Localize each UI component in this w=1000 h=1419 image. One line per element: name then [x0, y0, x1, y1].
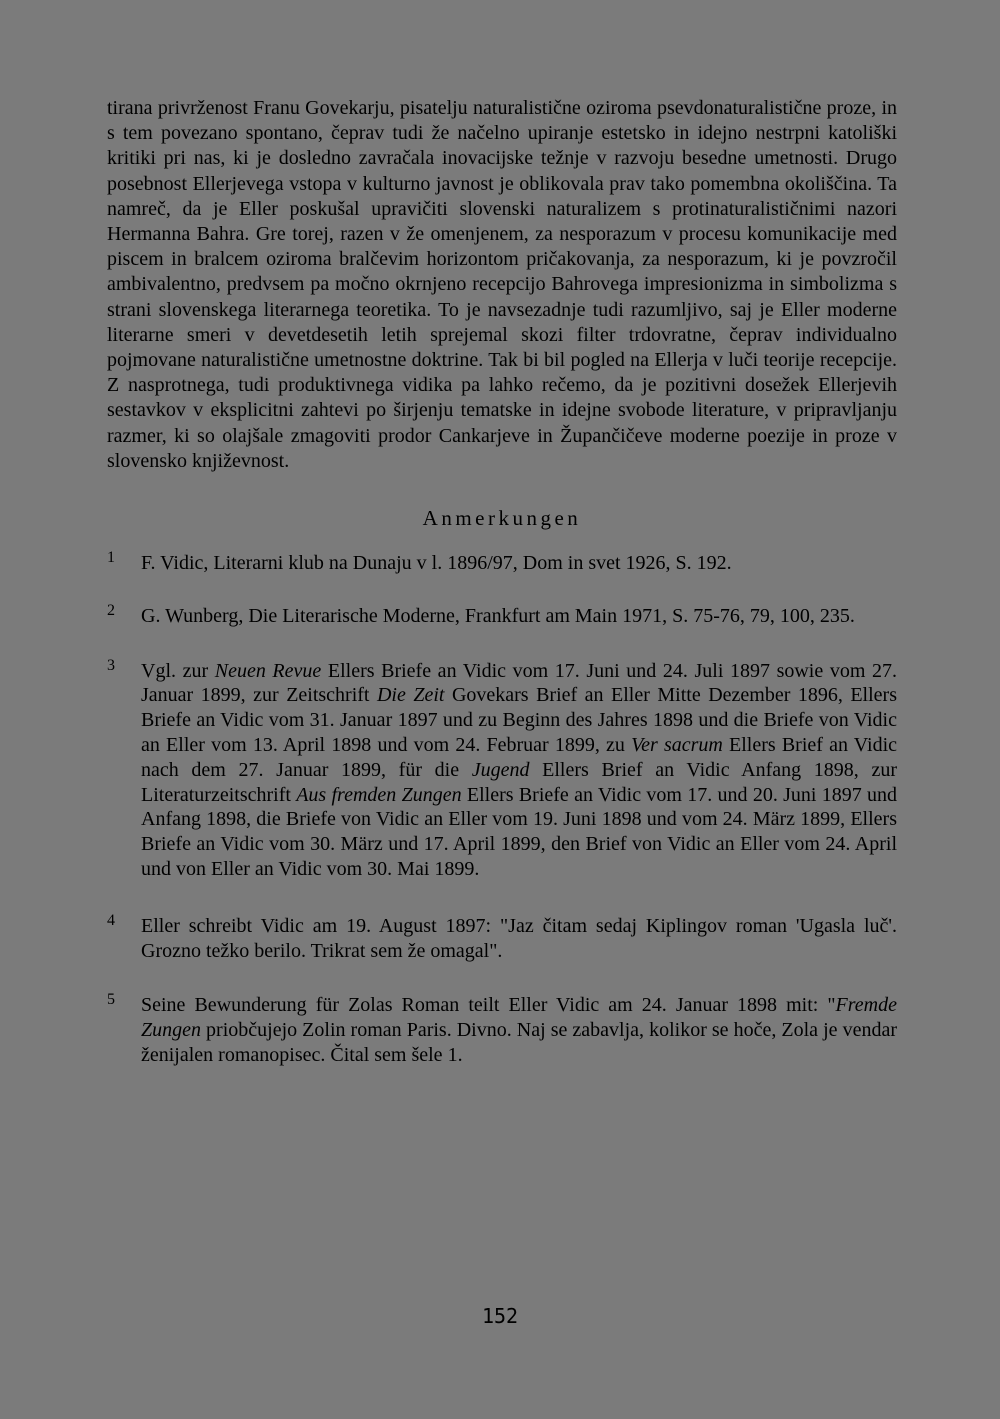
journal-title-aus-fremden-zungen: Aus fremden Zungen: [296, 783, 462, 806]
footnote-number: 1: [107, 549, 115, 567]
footnote-1: [107, 551, 897, 576]
footnote-text-segment: Ellers Brief an Vidic nach dem 27. Januar 1899, für die: [141, 734, 898, 781]
journal-title-neue-revue: Neuen Revue: [214, 659, 322, 682]
page-content: [107, 96, 897, 1068]
journal-title-jugend: Jugend: [471, 758, 530, 781]
journal-title-die-zeit: Die Zeit: [376, 684, 445, 707]
footnote-text: [141, 659, 897, 882]
footnote-number: 3: [107, 656, 115, 674]
footnote-text-segment: priobčujejo Zolin roman Paris. Divno. Naj se zabavlja, kolikor se hoče, Zola je vendar ženijalen romanopisec. Čital sem šele 1.: [141, 1019, 897, 1066]
footnote-text: Eller schreibt Vidic am 19. August 1897: "Jaz čitam sedaj Kiplingov roman 'Ugasla luč'. Grozno težko berilo. Trikrat sem že omagal".: [141, 914, 897, 962]
footnote-text: F. Vidic, Literarni klub na Dunaju v l. 1896/97, Dom in svet 1926, S. 192.: [141, 552, 732, 575]
footnote-3: [107, 656, 898, 882]
footnote-number: 2: [107, 601, 115, 619]
footnote-text-segment: Vgl. zur: [141, 659, 215, 682]
footnote-text-segment: Ellers Brief an Vidic Anfang 1898, zur Literaturzeitschrift: [141, 758, 897, 806]
journal-title-ver-sacrum: Ver sacrum: [631, 734, 723, 757]
journal-title-fremde-zungen: Fremde Zungen: [141, 994, 897, 1042]
footnote-text-segment: Ellers Briefe an Vidic vom 17. und 20. Juni 1897 und Anfang 1898, die Briefe von Vidic an Eller vom 19. Juni 1898 und vom 24. März 1899, Ellers Briefe an Vidic vom 30. März und 17. April 1899, den Brief von Vidic an Eller vom 24. April und von Eller an Vidic vom 30. Mai 1899.: [141, 783, 898, 881]
footnote-text: [141, 993, 897, 1067]
body-paragraph: tirana privrženost Franu Govekarju, pisatelju naturalistične oziroma psevdonaturalistične proze, in s tem povezano spontano, čeprav tudi že načelno upiranje estetsko in idejno nestrpni katoliški kritiki pri nas, ki je dosledno zavračala inovacijske težnje v razvoju besedne umetnosti. Drugo posebnost Ellerjevega vstopa v kulturno javnost je oblikovala prav tako pomembna okoliščina. Ta namreč, da je Eller poskušal upravičiti slovenski naturalizem s protinaturalističnimi nazori Hermanna Bahra. Gre torej, razen v že omenjenem, za nesporazum v procesu komunikacije med piscem in bralcem oziroma bralčevim horizontom pričakovanja, za nesporazum, ki je povzročil ambivalentno, predvsem pa močno okrnjeno recepcijo Bahrovega impresionizma in simbolizma s strani slovenskega literarnega teoretika. To je navsezadnje tudi razumljivo, saj je Eller moderne literarne smeri v devetdesetih letih sprejemal skozi filter trdovratne, čeprav individualno pojmovane naturalistične umetnostne doktrine. Tak bi bil pogled na Ellerja v luči teorije recepcije. Z nasprotnega, tudi produktivnega vidika pa lahko rečemo, da je pozitivni dosežek Ellerjevih sestavkov v eksplicitni zahtevi po širjenju tematske in idejne svobode literature, v pripravljanju razmer, ki so olajšale zmagoviti prodor Cankarjeve in Župančičeve moderne poezije in proze v slovensko književnost.: [107, 97, 897, 472]
footnote-number: 5: [107, 991, 115, 1009]
footnote-5: [107, 993, 897, 1067]
footnote-4: [107, 911, 897, 964]
footnote-text-segment: Govekars Brief an Eller Mitte Dezember 1896, Ellers Briefe an Vidic vom 31. Januar 1897 und zu Beginn des Jahres 1898 und die Briefe von Vidic an Eller vom 13. April 1898 und vom 24. Februar 1899, zu: [141, 684, 897, 757]
footnote-text: G. Wunberg, Die Literarische Moderne, Frankfurt am Main 1971, S. 75-76, 79, 100, 235.: [141, 604, 855, 627]
footnote-text-segment: Seine Bewunderung für Zolas Roman teilt Eller Vidic am 24. Januar 1898 mit: ": [141, 994, 836, 1017]
notes-heading: Anmerkungen: [422, 506, 582, 531]
footnote-text-segment: Ellers Briefe an Vidic vom 17. Juni und 24. Juli 1897 sowie vom 27. Januar 1899, zur Zeitschrift: [141, 659, 897, 707]
footnote-number: 4: [107, 911, 115, 929]
page-number: 152: [481, 1304, 519, 1328]
footnote-2: [107, 601, 897, 629]
